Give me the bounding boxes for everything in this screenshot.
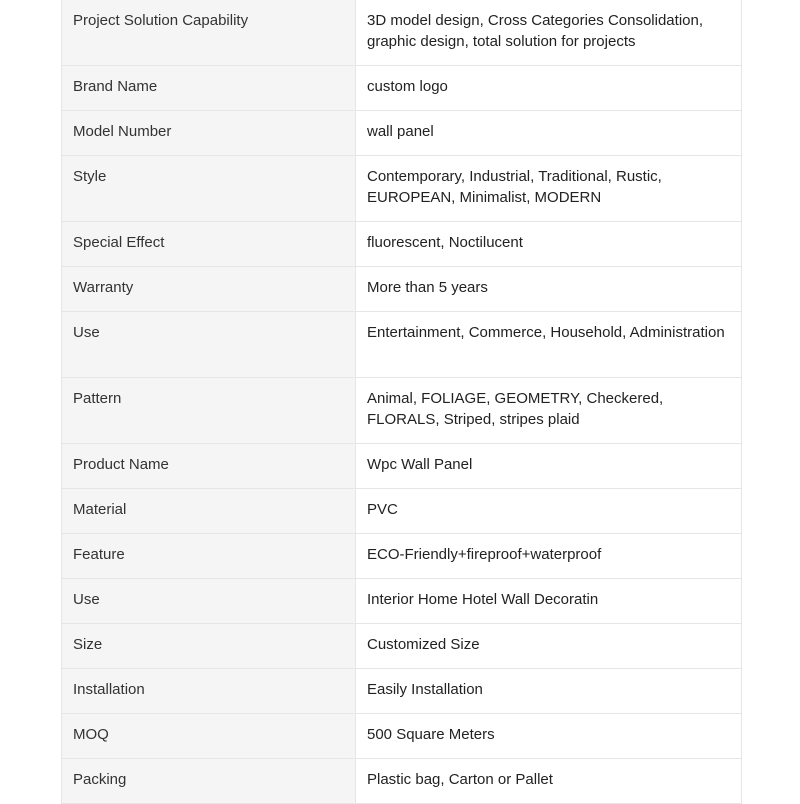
spec-label: Warranty (62, 267, 356, 312)
spec-label: Size (62, 624, 356, 669)
table-row (62, 111, 742, 156)
spec-label: Product Name (62, 444, 356, 489)
spec-label: Special Effect (62, 222, 356, 267)
table-row (62, 624, 742, 669)
product-spec-table (61, 0, 742, 804)
spec-label: Use (62, 312, 356, 378)
table-row (62, 489, 742, 534)
table-row (62, 312, 742, 378)
spec-value: Customized Size (356, 624, 742, 669)
table-row (62, 267, 742, 312)
table-row (62, 759, 742, 804)
spec-label: Feature (62, 534, 356, 579)
table-row (62, 378, 742, 444)
spec-label: Brand Name (62, 66, 356, 111)
table-row (62, 579, 742, 624)
spec-label: Pattern (62, 378, 356, 444)
spec-value: Contemporary, Industrial, Traditional, Rustic, EUROPEAN, Minimalist, MODERN (356, 156, 742, 222)
spec-value: More than 5 years (356, 267, 742, 312)
spec-value: wall panel (356, 111, 742, 156)
spec-label: Packing (62, 759, 356, 804)
spec-value: Animal, FOLIAGE, GEOMETRY, Checkered, FLORALS, Striped, stripes plaid (356, 378, 742, 444)
spec-label: Project Solution Capability (62, 0, 356, 66)
spec-value: custom logo (356, 66, 742, 111)
spec-label: Installation (62, 669, 356, 714)
table-row (62, 66, 742, 111)
spec-value: 3D model design, Cross Categories Consolidation, graphic design, total solution for projects (356, 0, 742, 66)
table-row (62, 156, 742, 222)
spec-value: Plastic bag, Carton or Pallet (356, 759, 742, 804)
spec-value: Entertainment, Commerce, Household, Administration (356, 312, 742, 378)
spec-value: 500 Square Meters (356, 714, 742, 759)
spec-label: Material (62, 489, 356, 534)
spec-value: Interior Home Hotel Wall Decoratin (356, 579, 742, 624)
table-row (62, 444, 742, 489)
spec-value: fluorescent, Noctilucent (356, 222, 742, 267)
spec-label: Style (62, 156, 356, 222)
table-row (62, 669, 742, 714)
spec-value: PVC (356, 489, 742, 534)
spec-label: Use (62, 579, 356, 624)
table-row (62, 0, 742, 66)
table-row (62, 534, 742, 579)
spec-value: Easily Installation (356, 669, 742, 714)
spec-value: Wpc Wall Panel (356, 444, 742, 489)
table-row (62, 714, 742, 759)
spec-value: ECO-Friendly+fireproof+waterproof (356, 534, 742, 579)
table-row (62, 222, 742, 267)
spec-label: Model Number (62, 111, 356, 156)
spec-label: MOQ (62, 714, 356, 759)
